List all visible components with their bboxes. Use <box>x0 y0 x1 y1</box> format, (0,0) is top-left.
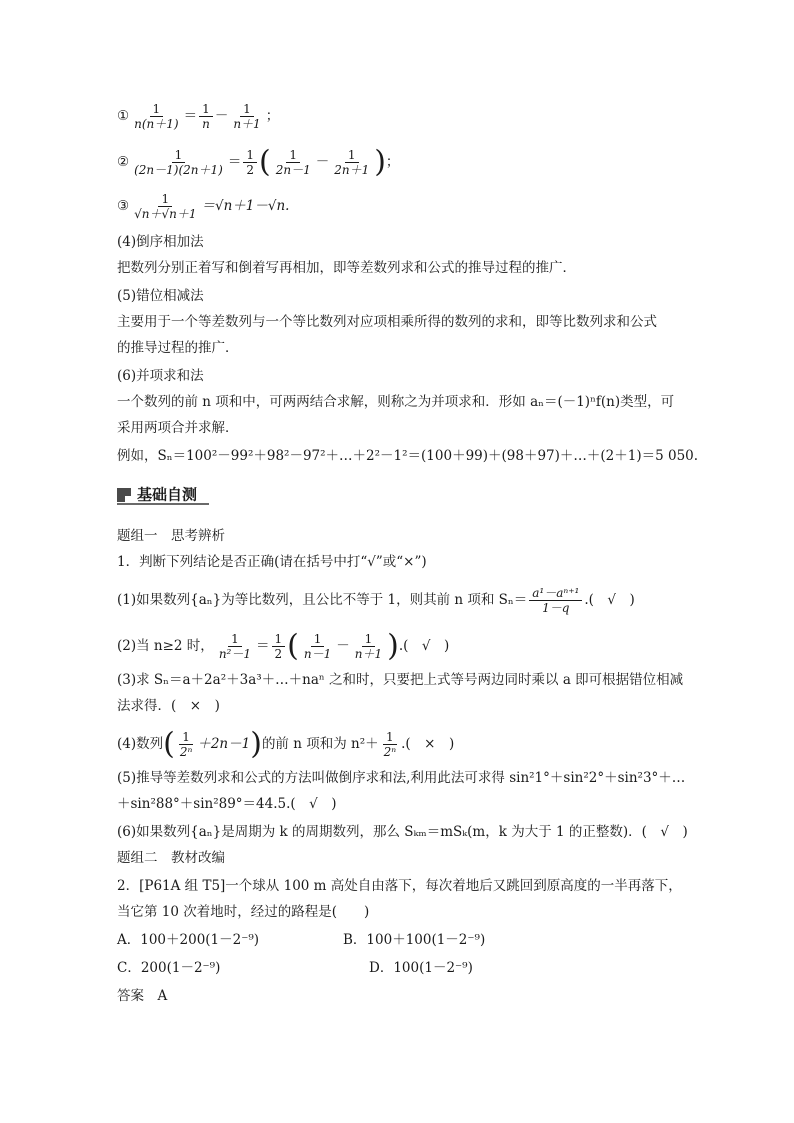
identity-three-rhs: ＝√n＋1－√n. <box>201 198 290 214</box>
frac-denominator: n <box>202 117 210 131</box>
statement-2-a <box>301 632 334 661</box>
frac-numerator: 1 <box>272 632 286 647</box>
frac-denominator: 2 <box>246 163 254 177</box>
identity-two: ② $\frac{1}{(2n-1)(2n+1)}$ ＝ $\frac{1}{2}$ ( $\frac{1}{2n-1}$ － $\frac{1}{2n+1}$ )； <box>117 144 400 180</box>
equals-sign: ＝ <box>256 638 270 654</box>
answer: 答案 A <box>117 988 168 1004</box>
frac-denominator: 2ⁿ <box>179 745 193 759</box>
statement-1-fraction <box>529 586 582 615</box>
statement-2-text: (2)当 n≥2 时， <box>117 638 214 654</box>
identity-one-rhs-b <box>230 102 263 131</box>
option-b: B．100＋100(1－2⁻⁹) <box>343 932 486 948</box>
right-brace: ) <box>250 726 262 762</box>
left-brace: ( <box>163 726 175 762</box>
statement-1 <box>117 586 635 615</box>
frac-numerator: a¹－aⁿ⁺¹ <box>529 586 582 601</box>
statement-4-term <box>177 730 196 759</box>
section-underline <box>117 503 209 505</box>
frac-numerator: 1 <box>362 632 376 647</box>
statement-1-text: (1)如果数列{aₙ}为等比数列，且公比不等于 1，则其前 n 项和 Sₙ＝ <box>117 592 528 608</box>
statement-6: (6)如果数列{aₙ}是周期为 k 的周期数列，那么 Sₖₘ＝mSₖ(m，k 为大于 1 的正整数)．( √ ) <box>117 824 688 840</box>
frac-denominator: 2ⁿ <box>383 745 397 759</box>
punctuation: ； <box>385 154 400 170</box>
identity-three-marker: ③ <box>117 198 130 214</box>
method-5-title: (5)错位相减法 <box>117 288 204 304</box>
method-6-title: (6)并项求和法 <box>117 368 204 384</box>
statement-4-fraction <box>381 730 400 759</box>
identity-three <box>117 192 289 221</box>
statement-3-line2: 法求得．( × ) <box>117 698 220 714</box>
option-d: D．100(1－2⁻⁹) <box>369 960 473 976</box>
frac-numerator: 1 <box>199 102 213 117</box>
group-one-title: 题组一 思考辨析 <box>117 528 225 544</box>
identity-two-marker: ② <box>117 154 130 170</box>
frac-denominator: 1－q <box>542 601 570 615</box>
identity-one-marker: ① <box>117 108 130 124</box>
identity-two-half <box>243 148 257 177</box>
statement-2-half <box>272 632 286 661</box>
statement-2 <box>117 628 450 664</box>
identity-two-lhs <box>131 148 226 177</box>
statement-4-tail: ＋2n－1 <box>197 736 251 752</box>
punctuation: ； <box>265 108 280 124</box>
group-two-title: 题组二 教材改编 <box>117 850 225 866</box>
frac-numerator: 1 <box>179 730 193 745</box>
statement-2-b <box>352 632 385 661</box>
identity-one-rhs-a <box>199 102 213 131</box>
statement-4-mark: .( × ) <box>401 736 455 752</box>
frac-numerator: 1 <box>243 148 257 163</box>
frac-denominator: 2n＋1 <box>334 163 370 177</box>
option-c: C．200(1－2⁻⁹) <box>117 960 221 976</box>
question-1-stem: 1．判断下列结论是否正确(请在括号中打“√”或“×”) <box>117 554 427 570</box>
method-6-example: 例如，Sₙ＝100²－99²＋98²－97²＋…＋2²－1²＝(100＋99)＋(98＋97)＋…＋(2＋1)＝5 050. <box>117 448 699 464</box>
identity-one-lhs <box>131 102 181 131</box>
method-6-body-line1: 一个数列的前 n 项和中，可两两结合求解，则称之为并项求和．形如 aₙ＝(－1)ⁿf(n)类型，可 <box>117 394 675 410</box>
minus-sign: － <box>336 638 350 654</box>
frac-denominator: n(n＋1) <box>134 117 179 131</box>
option-a: A．100＋200(1－2⁻⁹) <box>117 932 260 948</box>
frac-numerator: 1 <box>172 148 186 163</box>
question-2-line1: 2．[P61A 组 T5]一个球从 100 m 高处自由落下，每次着地后又跳回到原高度的一半再落下， <box>117 878 682 894</box>
frac-denominator: 2 <box>274 647 283 661</box>
frac-denominator: 2n－1 <box>275 163 311 177</box>
statement-1-mark: .( √ ) <box>584 592 635 608</box>
frac-numerator: 1 <box>158 192 172 207</box>
statement-3-line1: (3)求 Sₙ＝a＋2a²＋3a³＋…＋naⁿ 之和时，只要把上式等号两边同时乘以 a 即可根据错位相减 <box>117 672 684 688</box>
statement-4 <box>117 726 455 762</box>
identity-one: ① $\frac{1}{n(n+1)}$ ＝ $\frac{1}{n}$ － $\frac{1}{n+1}$ ； <box>117 102 280 131</box>
method-5-body-line1: 主要用于一个等差数列与一个等比数列对应项相乘所得的数列的求和，即等比数列求和公式 <box>117 314 657 330</box>
method-5-body-line2: 的推导过程的推广． <box>117 340 239 356</box>
section-header <box>117 484 197 508</box>
right-paren: ) <box>387 628 399 664</box>
left-paren: ( <box>258 144 271 180</box>
left-paren: ( <box>287 628 299 664</box>
statement-5-line1: (5)推导等差数列求和公式的方法叫做倒序求和法,利用此法可求得 sin²1°＋sin²2°＋sin²3°＋… <box>117 770 686 786</box>
statement-4-mid: 的前 n 项和为 n²＋ <box>261 736 379 752</box>
statement-2-lhs <box>216 632 254 661</box>
frac-denominator: (2n－1)(2n＋1) <box>134 163 223 177</box>
frac-numerator: 1 <box>240 102 254 117</box>
right-paren: ) <box>374 144 386 180</box>
statement-4-text: (4)数列 <box>117 736 164 752</box>
statement-2-mark: .( √ ) <box>398 638 450 654</box>
method-4-title: (4)倒序相加法 <box>117 234 204 250</box>
frac-denominator: √n＋√n＋1 <box>134 207 197 221</box>
frac-denominator: n＋1 <box>233 117 261 131</box>
frac-numerator: 1 <box>286 148 300 163</box>
frac-numerator: 1 <box>150 102 164 117</box>
statement-5-line2: ＋sin²88°＋sin²89°＝44.5.( √ ) <box>117 796 337 812</box>
section-title: 基础自测 <box>137 485 198 504</box>
method-4-body: 把数列分别正着写和倒着写再相加，即等差数列求和公式的推导过程的推广． <box>117 260 576 276</box>
method-6-body-line2: 采用两项合并求解． <box>117 420 239 436</box>
identity-two-a <box>273 148 314 177</box>
frac-numerator: 1 <box>383 730 397 745</box>
frac-numerator: 1 <box>345 148 359 163</box>
frac-denominator: n＋1 <box>354 647 383 661</box>
frac-numerator: 1 <box>311 632 325 647</box>
section-square-icon <box>117 488 131 502</box>
identity-two-b <box>331 148 372 177</box>
frac-denominator: n²－1 <box>218 647 251 661</box>
identity-three-lhs <box>131 192 199 221</box>
frac-denominator: n－1 <box>303 647 332 661</box>
frac-numerator: 1 <box>228 632 242 647</box>
minus-sign: － <box>214 108 229 124</box>
question-2-line2: 当它第 10 次着地时，经过的路程是( ) <box>117 904 370 920</box>
